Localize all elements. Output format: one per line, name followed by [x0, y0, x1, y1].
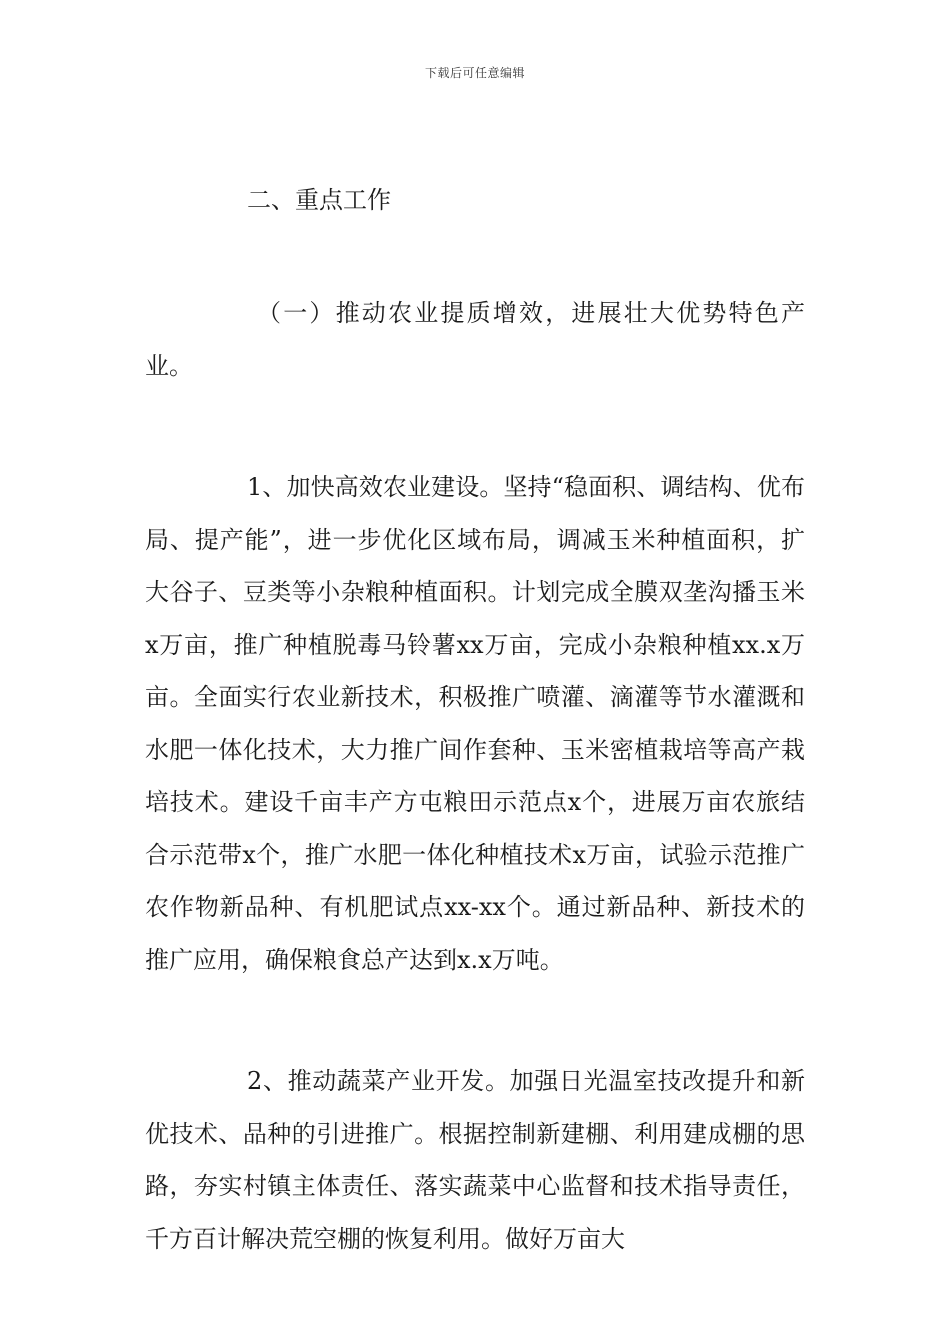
paragraph-2: 2、推动蔬菜产业开发。加强日光温室技改提升和新优技术、品种的引进推广。根据控制新建棚、利用建成棚的思路，夯实村镇主体责任、落实蔬菜中心监督和技术指导责任，千方百计解决荒空棚的恢复利用。做好万亩大 [145, 1067, 805, 1253]
subsection-heading: （一）推动农业提质增效，进展壮大优势特色产业。 [145, 299, 805, 380]
section-heading: 二、重点工作 [247, 186, 391, 214]
paragraph-1: 1、加快高效农业建设。坚持“稳面积、调结构、优布局、提产能”，进一步优化区域布局，调减玉米种植面积，扩大谷子、豆类等小杂粮种植面积。计划完成全膜双垄沟播玉米x万亩，推广种植脱毒马铃薯xx万亩，完成小杂粮种植xx.x万亩。全面实行农业新技术，积极推广喷灌、滴灌等节水灌溉和水肥一体化技术，大力推广间作套种、玉米密植栽培等高产栽培技术。建设千亩丰产方屯粮田示范点x个，进展万亩农旅结合示范带x个，推广水肥一体化种植技术x万亩，试验示范推广农作物新品种、有机肥试点xx-xx个。通过新品种、新技术的推广应用，确保粮食总产达到x.x万吨。 [145, 473, 805, 974]
header-note: 下载后可任意编辑 [424, 66, 525, 80]
document-body [145, 174, 805, 1265]
